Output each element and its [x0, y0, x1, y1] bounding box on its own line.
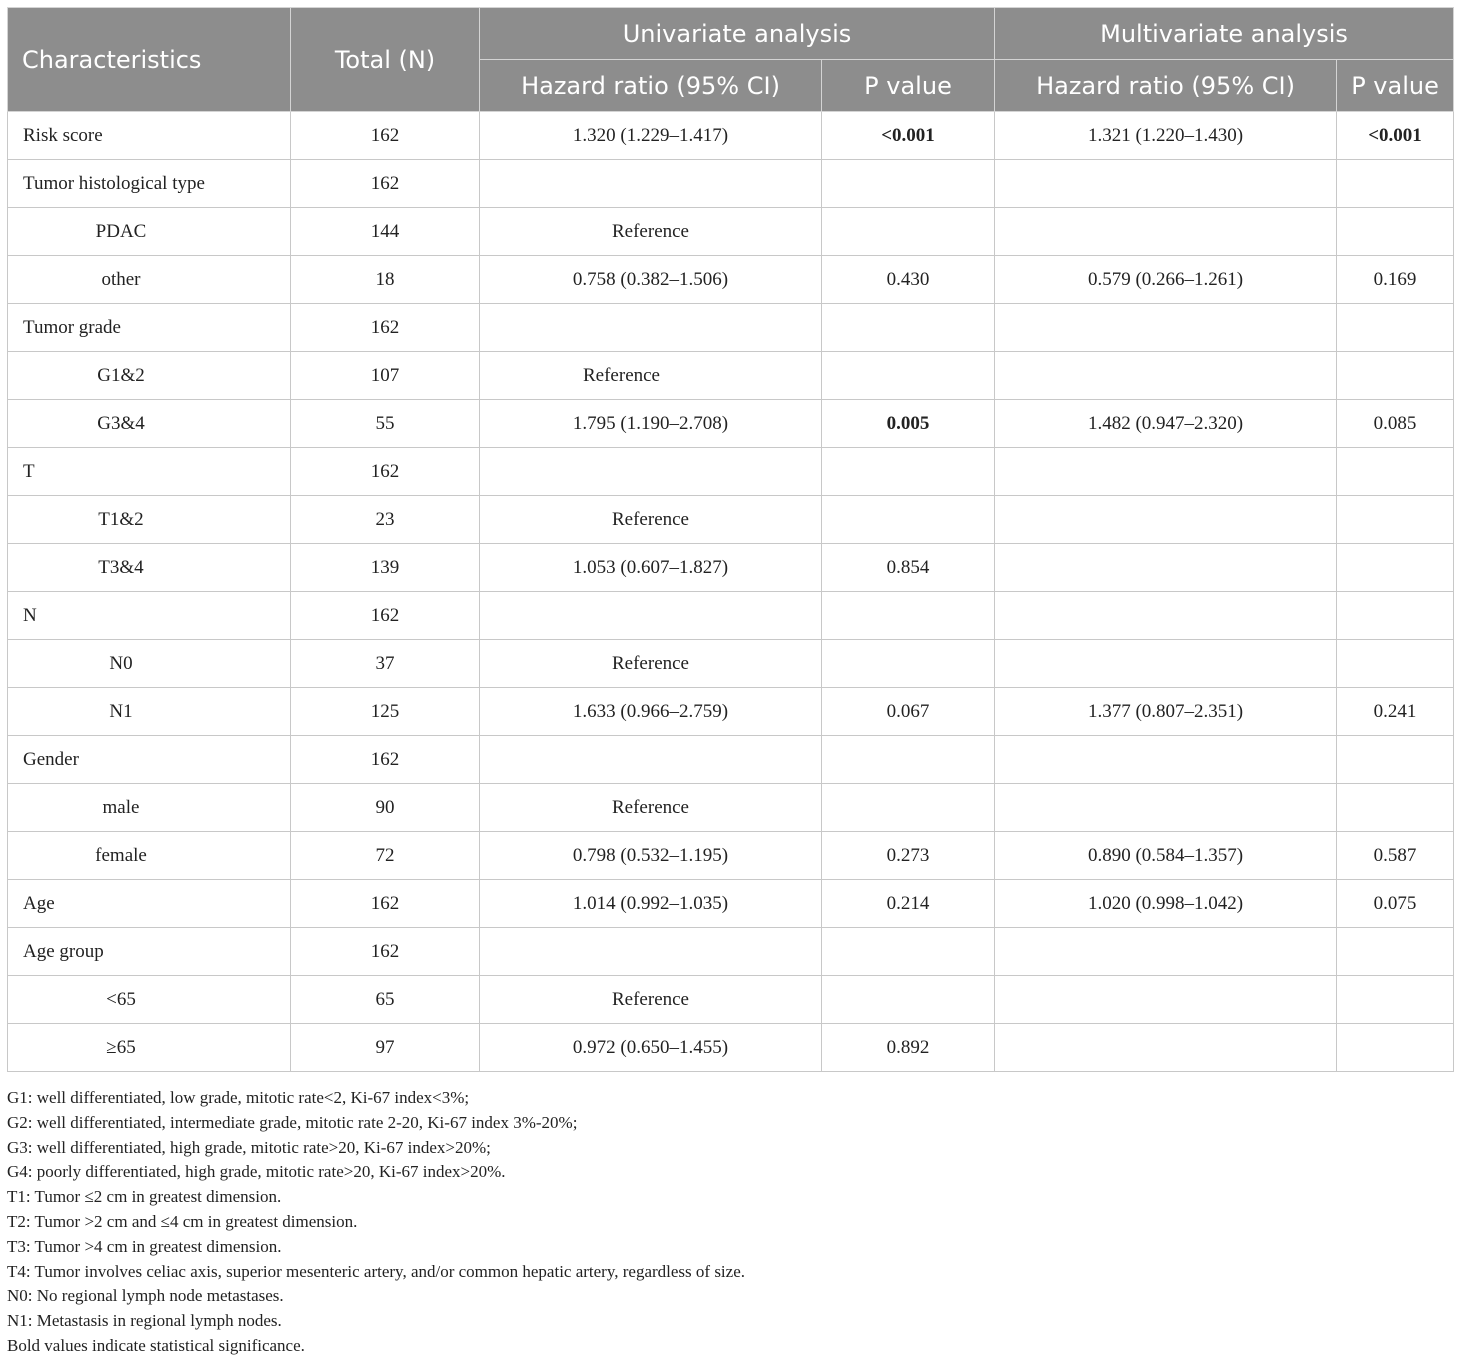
cell-characteristic: [8, 208, 291, 256]
cell-uni-hr: Reference: [480, 784, 822, 832]
cell-uni-hr: Reference: [480, 976, 822, 1024]
cell-multi-hr: [995, 496, 1337, 544]
table-row: [8, 928, 1454, 976]
cell-uni-p: [822, 496, 995, 544]
cell-uni-p: [822, 640, 995, 688]
cell-uni-hr: 1.320 (1.229–1.417): [480, 112, 822, 160]
cell-uni-hr: [480, 928, 822, 976]
significant-value: <0.001: [1368, 124, 1422, 146]
cell-multi-hr: 0.890 (0.584–1.357): [995, 832, 1337, 880]
footnote: T3: Tumor >4 cm in greatest dimension.: [7, 1236, 282, 1256]
table-row: [8, 160, 1454, 208]
sub-characteristic-label: G3&4: [97, 412, 145, 434]
cell-uni-p: 0.430: [822, 256, 995, 304]
footnote: G4: poorly differentiated, high grade, mitotic rate>20, Ki-67 index>20%.: [7, 1162, 506, 1182]
cell-characteristic: [8, 496, 291, 544]
table-row: [8, 256, 1454, 304]
cell-uni-p: [822, 976, 995, 1024]
cell-characteristic: [8, 832, 291, 880]
cell-characteristic: [8, 400, 291, 448]
cell-uni-hr: [480, 736, 822, 784]
col-header-multi-hazard-ratio: Hazard ratio (95% CI): [995, 60, 1337, 112]
cell-characteristic: [8, 976, 291, 1024]
cell-total: 125: [291, 688, 480, 736]
cell-uni-hr: [480, 304, 822, 352]
cell-total: 162: [291, 736, 480, 784]
cell-total: 97: [291, 1024, 480, 1072]
table-row: [8, 400, 1454, 448]
cell-uni-p: [822, 112, 995, 160]
cell-total: 162: [291, 880, 480, 928]
cell-multi-hr: [995, 160, 1337, 208]
cell-characteristic: [8, 256, 291, 304]
cell-multi-p: 0.169: [1337, 256, 1454, 304]
footnote: Bold values indicate statistical significance.: [7, 1335, 305, 1355]
sub-characteristic-label: N1: [109, 700, 133, 722]
cell-multi-hr: 1.377 (0.807–2.351): [995, 688, 1337, 736]
cell-multi-hr: [995, 640, 1337, 688]
cell-uni-p: [822, 592, 995, 640]
cell-uni-hr: [480, 448, 822, 496]
col-header-multivariate: Multivariate analysis: [995, 8, 1454, 60]
cell-multi-p: [1337, 160, 1454, 208]
cell-uni-p: [822, 160, 995, 208]
cell-characteristic: Gender: [8, 736, 291, 784]
cell-total: 162: [291, 592, 480, 640]
cell-multi-p: [1337, 976, 1454, 1024]
reference-label: Reference: [583, 364, 660, 386]
cell-uni-hr: Reference: [480, 208, 822, 256]
footnote: T2: Tumor >2 cm and ≤4 cm in greatest dimension.: [7, 1211, 358, 1231]
col-header-univariate: Univariate analysis: [480, 8, 995, 60]
table-row: [8, 832, 1454, 880]
cell-multi-p: 0.075: [1337, 880, 1454, 928]
cell-uni-hr: [480, 592, 822, 640]
col-header-characteristics: Characteristics: [8, 8, 291, 112]
footnote: T1: Tumor ≤2 cm in greatest dimension.: [7, 1187, 282, 1207]
table-row: [8, 592, 1454, 640]
cell-uni-hr: Reference: [480, 640, 822, 688]
col-header-uni-hazard-ratio: Hazard ratio (95% CI): [480, 60, 822, 112]
cell-multi-p: [1337, 448, 1454, 496]
cell-multi-hr: 1.020 (0.998–1.042): [995, 880, 1337, 928]
cell-characteristic: Risk score: [8, 112, 291, 160]
cell-characteristic: Tumor histological type: [8, 160, 291, 208]
cell-total: 65: [291, 976, 480, 1024]
cox-regression-table: [7, 7, 1454, 1072]
cell-characteristic: [8, 640, 291, 688]
table-row: [8, 880, 1454, 928]
cell-uni-p: [822, 352, 995, 400]
cell-uni-p: [822, 448, 995, 496]
cell-multi-hr: [995, 592, 1337, 640]
cell-multi-p: [1337, 928, 1454, 976]
cell-multi-hr: 1.482 (0.947–2.320): [995, 400, 1337, 448]
cell-characteristic: Age: [8, 880, 291, 928]
cell-multi-p: [1337, 304, 1454, 352]
cell-multi-p: [1337, 1024, 1454, 1072]
significant-value: <0.001: [881, 124, 935, 146]
cell-uni-hr: 0.758 (0.382–1.506): [480, 256, 822, 304]
cell-multi-p: [1337, 496, 1454, 544]
footnote: G1: well differentiated, low grade, mitotic rate<2, Ki-67 index<3%;: [7, 1088, 470, 1107]
table-row: [8, 496, 1454, 544]
table-row: [8, 208, 1454, 256]
cell-total: 72: [291, 832, 480, 880]
table-row: [8, 640, 1454, 688]
cell-multi-hr: [995, 736, 1337, 784]
cell-total: 90: [291, 784, 480, 832]
sub-characteristic-label: T3&4: [98, 556, 144, 578]
cell-total: 55: [291, 400, 480, 448]
cell-multi-p: [1337, 736, 1454, 784]
cell-uni-hr: 1.795 (1.190–2.708): [480, 400, 822, 448]
cell-uni-p: 0.273: [822, 832, 995, 880]
cell-uni-p: [822, 400, 995, 448]
cell-total: 139: [291, 544, 480, 592]
cell-total: 162: [291, 160, 480, 208]
cell-uni-p: 0.214: [822, 880, 995, 928]
table-row: [8, 352, 1454, 400]
footnote: T4: Tumor involves celiac axis, superior mesenteric artery, and/or common hepatic artery, regardless of size.: [7, 1261, 745, 1281]
sub-characteristic-label: other: [101, 268, 141, 290]
cell-multi-hr: [995, 1024, 1337, 1072]
sub-characteristic-label: N0: [109, 652, 133, 674]
cell-total: 23: [291, 496, 480, 544]
table-row: [8, 544, 1454, 592]
footnote: G3: well differentiated, high grade, mitotic rate>20, Ki-67 index>20%;: [7, 1137, 491, 1157]
cell-characteristic: T: [8, 448, 291, 496]
cell-multi-hr: [995, 928, 1337, 976]
cell-uni-p: 0.892: [822, 1024, 995, 1072]
cell-characteristic: [8, 1024, 291, 1072]
cell-total: 162: [291, 112, 480, 160]
cell-multi-hr: [995, 544, 1337, 592]
sub-characteristic-label: G1&2: [97, 364, 145, 386]
cell-characteristic: [8, 352, 291, 400]
table-row: [8, 304, 1454, 352]
table-row: [8, 448, 1454, 496]
cell-multi-hr: [995, 976, 1337, 1024]
cell-characteristic: Tumor grade: [8, 304, 291, 352]
cell-uni-hr: [480, 160, 822, 208]
sub-characteristic-label: <65: [106, 988, 136, 1010]
cell-multi-hr: [995, 208, 1337, 256]
cell-multi-p: 0.241: [1337, 688, 1454, 736]
sub-characteristic-label: male: [102, 796, 140, 818]
cell-total: 107: [291, 352, 480, 400]
cell-total: 162: [291, 928, 480, 976]
cell-multi-p: 0.085: [1337, 400, 1454, 448]
table-row: [8, 976, 1454, 1024]
cell-characteristic: N: [8, 592, 291, 640]
cell-characteristic: [8, 784, 291, 832]
cell-uni-hr: 0.972 (0.650–1.455): [480, 1024, 822, 1072]
cell-total: 37: [291, 640, 480, 688]
sub-characteristic-label: female: [95, 844, 147, 866]
cell-multi-hr: 1.321 (1.220–1.430): [995, 112, 1337, 160]
cell-uni-hr: Reference: [480, 496, 822, 544]
cell-total: 162: [291, 304, 480, 352]
cell-characteristic: Age group: [8, 928, 291, 976]
table-row: [8, 112, 1454, 160]
cell-multi-p: [1337, 352, 1454, 400]
cell-uni-p: 0.067: [822, 688, 995, 736]
sub-characteristic-label: T1&2: [98, 508, 144, 530]
table-header: [8, 8, 1454, 112]
significant-value: 0.005: [886, 412, 930, 434]
cell-multi-p: [1337, 112, 1454, 160]
table-body: [8, 112, 1454, 1072]
cell-multi-p: [1337, 544, 1454, 592]
cell-multi-p: [1337, 592, 1454, 640]
cell-total: 144: [291, 208, 480, 256]
sub-characteristic-label: PDAC: [95, 220, 147, 242]
cell-uni-hr: 0.798 (0.532–1.195): [480, 832, 822, 880]
cell-characteristic: [8, 688, 291, 736]
cell-multi-hr: [995, 448, 1337, 496]
table-row: [8, 688, 1454, 736]
footnote: N0: No regional lymph node metastases.: [7, 1286, 284, 1306]
cell-multi-hr: 0.579 (0.266–1.261): [995, 256, 1337, 304]
table-row: [8, 736, 1454, 784]
cell-multi-p: [1337, 640, 1454, 688]
footnote: G2: well differentiated, intermediate grade, mitotic rate 2-20, Ki-67 index 3%-20%;: [7, 1112, 578, 1132]
cell-uni-hr: 1.633 (0.966–2.759): [480, 688, 822, 736]
table-row: [8, 784, 1454, 832]
cell-uni-p: [822, 736, 995, 784]
table-row: [8, 1024, 1454, 1072]
cell-uni-p: 0.854: [822, 544, 995, 592]
footnote: N1: Metastasis in regional lymph nodes.: [7, 1311, 282, 1331]
table-footnotes: [7, 1086, 1453, 1359]
cell-uni-hr: [480, 352, 822, 400]
cell-uni-hr: 1.053 (0.607–1.827): [480, 544, 822, 592]
results-table-container: [7, 7, 1453, 1072]
cell-multi-hr: [995, 352, 1337, 400]
cell-uni-p: [822, 304, 995, 352]
cell-multi-p: [1337, 208, 1454, 256]
cell-multi-hr: [995, 784, 1337, 832]
cell-uni-p: [822, 928, 995, 976]
cell-total: 18: [291, 256, 480, 304]
sub-characteristic-label: ≥65: [106, 1036, 136, 1058]
col-header-uni-p-value: P value: [822, 60, 995, 112]
cell-multi-p: 0.587: [1337, 832, 1454, 880]
col-header-total: Total (N): [291, 8, 480, 112]
cell-multi-p: [1337, 784, 1454, 832]
cell-uni-p: [822, 784, 995, 832]
cell-uni-hr: 1.014 (0.992–1.035): [480, 880, 822, 928]
cell-uni-p: [822, 208, 995, 256]
cell-characteristic: [8, 544, 291, 592]
cell-total: 162: [291, 448, 480, 496]
col-header-multi-p-value: P value: [1337, 60, 1454, 112]
cell-multi-hr: [995, 304, 1337, 352]
